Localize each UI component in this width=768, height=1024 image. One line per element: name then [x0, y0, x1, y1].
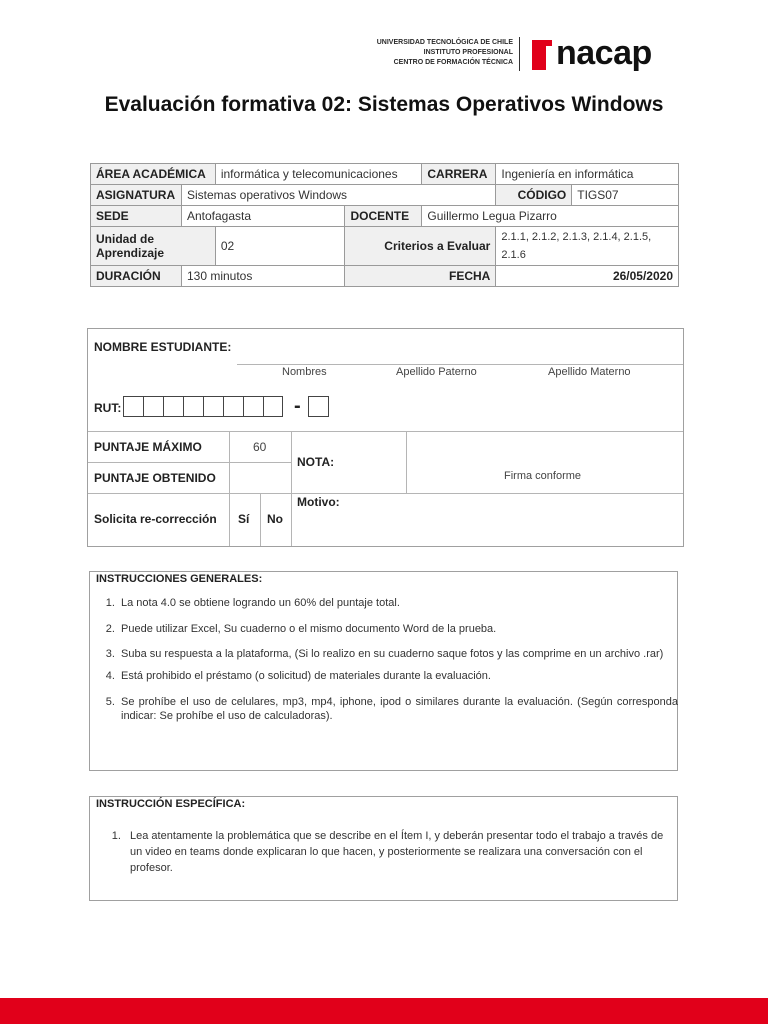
divider [260, 493, 261, 546]
rut-digit-box[interactable] [143, 396, 163, 417]
apellido-materno-caption: Apellido Materno [548, 366, 631, 378]
rut-digit-box[interactable] [203, 396, 223, 417]
logo-mark-accent [546, 40, 552, 46]
divider [229, 431, 230, 546]
general-instructions-title: INSTRUCCIONES GENERALES: [96, 573, 263, 585]
rut-digit-box[interactable] [183, 396, 203, 417]
page-title: Evaluación formativa 02: Sistemas Operativos Windows [104, 93, 664, 116]
nombre-estudiante-label: NOMBRE ESTUDIANTE: [94, 340, 232, 354]
inacap-logo [532, 34, 672, 76]
unidad-value: 02 [215, 227, 345, 266]
divider [406, 431, 407, 493]
list-item: 3. Suba su respuesta a la plataforma, (Si lo realizo en su cuaderno saque fotos y las comprime en un archivo .rar) [118, 642, 678, 667]
asignatura-label: ASIGNATURA [91, 185, 182, 206]
instruction-list [90, 596, 678, 735]
duracion-value: 130 minutos [181, 266, 344, 287]
rut-digit-box[interactable] [223, 396, 243, 417]
asignatura-value: Sistemas operativos Windows [181, 185, 495, 206]
institution-line: INSTITUTO PROFESIONAL [423, 49, 513, 56]
logo-divider [519, 37, 520, 71]
specific-list [90, 828, 669, 876]
general-instructions [89, 571, 678, 771]
institution-line: CENTRO DE FORMACIÓN TÉCNICA [393, 59, 513, 66]
list-item: 4. Está prohibido el préstamo (o solicitud) de materiales durante la evaluación. [118, 669, 678, 683]
rut-digit-box[interactable] [263, 396, 283, 417]
logo-wordmark: nacap [556, 34, 652, 72]
name-line [237, 364, 683, 365]
area-value: informática y telecomunicaciones [215, 164, 422, 185]
puntaje-maximo-value: 60 [253, 440, 267, 454]
fecha-label: FECHA [345, 266, 496, 287]
rut-dash: - [294, 395, 301, 417]
rut-digit-box[interactable] [243, 396, 263, 417]
divider [291, 431, 292, 546]
rut-digit-box[interactable] [163, 396, 183, 417]
motivo-label: Motivo: [297, 495, 340, 509]
list-item: 2. Puede utilizar Excel, Su cuaderno o el mismo documento Word de la prueba. [118, 622, 678, 636]
docente-label: DOCENTE [345, 206, 422, 227]
course-info-table [90, 163, 679, 287]
institution-line: UNIVERSIDAD TECNOLÓGICA DE CHILE [376, 39, 513, 46]
nombres-caption: Nombres [282, 366, 327, 378]
institution-lines [350, 38, 513, 68]
list-item: 1. Lea atentamente la problemática que se describe en el Ítem I, y deberán presentar todo el trabajo a través de un video en teams donde explicaran lo que hacen, y posteriormente se realizara una conversación con el profesor. [124, 828, 669, 876]
sede-value: Antofagasta [181, 206, 344, 227]
logo-mark [532, 40, 546, 70]
codigo-label: CÓDIGO [496, 185, 572, 206]
duracion-label: DURACIÓN [91, 266, 182, 287]
fecha-value: 26/05/2020 [496, 266, 679, 287]
sede-label: SEDE [91, 206, 182, 227]
firma-caption: Firma conforme [504, 470, 582, 482]
si-option[interactable]: Sí [238, 512, 250, 526]
nota-label: NOTA: [297, 455, 335, 469]
divider [88, 493, 683, 494]
list-item: 5. Se prohíbe el uso de celulares, mp3, mp4, iphone, ipod o similares durante la evaluación. (Según corresponda indicar: Se prohíbe el uso de calculadoras). [118, 695, 678, 723]
recorreccion-label: Solicita re-corrección [94, 512, 217, 526]
list-item: 1. La nota 4.0 se obtiene logrando un 60% del puntaje total. [118, 596, 678, 610]
rut-digit-box[interactable] [123, 396, 143, 417]
carrera-label: CARRERA [422, 164, 496, 185]
specific-instruction [89, 796, 678, 901]
no-option[interactable]: No [267, 512, 283, 526]
divider [88, 462, 291, 463]
rut-label: RUT: [94, 401, 122, 415]
carrera-value: Ingeniería en informática [496, 164, 679, 185]
puntaje-maximo-label: PUNTAJE MÁXIMO [94, 440, 202, 454]
divider [88, 431, 683, 432]
specific-instruction-title: INSTRUCCIÓN ESPECÍFICA: [96, 798, 246, 810]
student-section [87, 328, 684, 547]
criterios-label: Criterios a Evaluar [345, 227, 496, 266]
footer-bar [0, 998, 768, 1024]
puntaje-obtenido-label: PUNTAJE OBTENIDO [94, 471, 216, 485]
rut-input[interactable] [123, 396, 283, 417]
criterios-value: 2.1.1, 2.1.2, 2.1.3, 2.1.4, 2.1.5, 2.1.6 [496, 227, 679, 266]
codigo-value: TIGS07 [572, 185, 679, 206]
unidad-label: Unidad de Aprendizaje [91, 227, 216, 266]
apellido-paterno-caption: Apellido Paterno [396, 366, 477, 378]
docente-value: Guillermo Legua Pizarro [422, 206, 679, 227]
rut-verifier-box[interactable] [308, 396, 329, 417]
area-label: ÁREA ACADÉMICA [91, 164, 216, 185]
